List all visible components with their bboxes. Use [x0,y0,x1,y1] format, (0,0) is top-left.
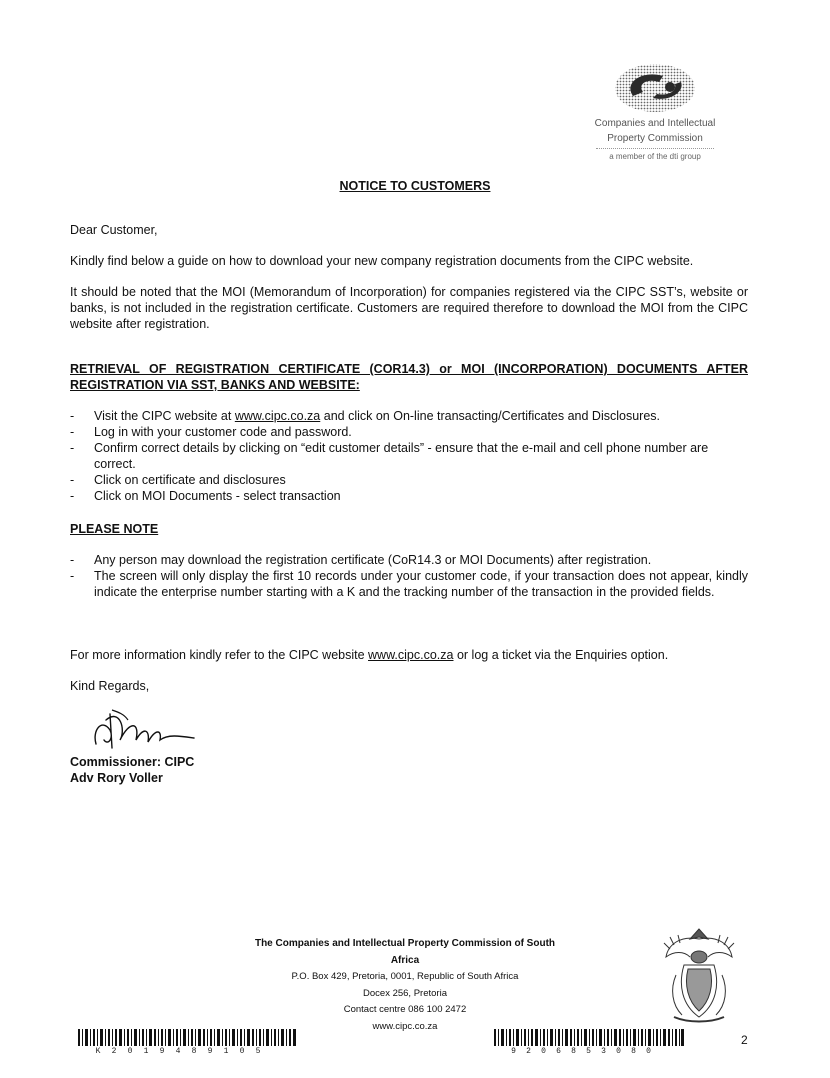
barcode-digit: 4 [175,1047,181,1056]
footer-docex: Docex 256, Pretoria [363,987,447,999]
barcode-digit: 6 [556,1047,561,1056]
list-item: - Log in with your customer code and password. [70,425,352,439]
footer [250,936,560,1035]
barcode-digit: 0 [541,1047,546,1056]
cipc-logo-icon [613,62,697,114]
footer-address: P.O. Box 429, Pretoria, 0001, Republic of South Africa [291,971,519,982]
barcode-digit: 9 [207,1047,213,1056]
list-item: - Click on certificate and disclosures [70,473,286,487]
footer-org-name: The Companies and Intellectual Property Commission of South Africa [254,938,556,966]
barcode-digit: K [95,1047,101,1056]
logo-divider [596,148,714,149]
step1-before: Visit the CIPC website at [94,409,235,423]
step1-after: and click on On-line transacting/Certificates and Disclosures. [320,409,660,423]
signer-block [70,754,194,786]
logo-org-line2: Property Commission [607,133,703,144]
barcode-left-bars [78,1029,296,1046]
step3-text: Confirm correct details by clicking on “edit customer details” - ensure that the e-mail and cell phone number are correct. [94,441,709,471]
list-item: - The screen will only display the first 10 records under your customer code, if your transaction does not appear, kindly indicate the enterprise number starting with a K and the tracking number of the transaction in the provided fields. [70,569,748,599]
barcode-digit: 1 [223,1047,229,1056]
barcode-right-digits [506,1047,656,1056]
section-heading: RETRIEVAL OF REGISTRATION CERTIFICATE (COR14.3) or MOI (INCORPORATION) DOCUMENTS AFTER REGISTRATION VIA SST, BANKS AND WEBSITE: [70,362,748,392]
list-item: - Confirm correct details by clicking on “edit customer details” - ensure that the e-mail and cell phone number are correct. [70,441,709,471]
barcode-digit: 0 [127,1047,133,1056]
barcode-right-bars [494,1029,684,1046]
cipc-logo [580,62,730,170]
steps-list [70,408,748,504]
closing: Kind Regards, [70,679,150,693]
more-info-before: For more information kindly refer to the CIPC website [70,648,369,662]
barcode-digit: 0 [646,1047,651,1056]
note-item1-text: Any person may download the registration certificate (CoR14.3 or MOI Documents) after registration. [94,553,652,567]
barcode-digit: 3 [601,1047,606,1056]
barcode-left-digits [90,1047,266,1056]
salutation: Dear Customer, [70,223,158,237]
barcode-digit: 2 [111,1047,117,1056]
footer-contact: Contact centre 086 100 2472 [343,1004,467,1015]
footer-web: www.cipc.co.za [372,1020,438,1032]
signature-image [90,700,200,752]
barcode-digit: 2 [526,1047,531,1056]
logo-org-line1: Companies and Intellectual [594,118,716,129]
barcode-digit: 8 [191,1047,197,1056]
intro-paragraph: Kindly find below a guide on how to download your new company registration documents from the CIPC website. [70,254,694,268]
barcode-digit: 8 [631,1047,636,1056]
cipc-website-link[interactable]: www.cipc.co.za [234,409,321,423]
page-title: NOTICE TO CUSTOMERS [339,179,491,193]
more-info-link[interactable]: www.cipc.co.za [368,648,454,662]
logo-member-text: a member of the dti group [609,152,701,161]
list-item: - Click on MOI Documents - select transaction [70,489,341,503]
note-paragraph: It should be noted that the MOI (Memorandum of Incorporation) for companies registered via the CIPC SST’s, website or banks, is not included in the registration certificate. Customers are required therefore to download the MOI from the CIPC website after registration. [70,285,748,331]
barcode-left [78,1029,296,1059]
barcode-digit: 0 [239,1047,245,1056]
please-note-list [70,552,748,600]
step2-text: Log in with your customer code and password. [94,425,352,439]
page-number: 2 [741,1033,748,1047]
barcode-digit: 5 [255,1047,261,1056]
more-info-paragraph [70,647,748,663]
signer-title: Commissioner: CIPC [70,755,195,769]
list-item: - Any person may download the registration certificate (CoR14.3 or MOI Documents) after registration. [70,553,652,567]
coat-of-arms-icon [660,925,738,1025]
barcode-digit: 9 [159,1047,165,1056]
list-item: - Visit the CIPC website at www.cipc.co.za and click on On-line transacting/Certificates and Disclosures. [70,409,660,423]
barcode-digit: 0 [616,1047,621,1056]
barcode-digit: 5 [586,1047,591,1056]
barcode-digit: 8 [571,1047,576,1056]
signer-name: Adv Rory Voller [70,771,163,785]
step5-text: Click on MOI Documents - select transaction [94,489,341,503]
barcode-digit: 9 [511,1047,516,1056]
step4-text: Click on certificate and disclosures [94,473,286,487]
please-note-heading: PLEASE NOTE [70,522,159,536]
barcode-digit: 1 [143,1047,149,1056]
more-info-after: or log a ticket via the Enquiries option. [453,648,669,662]
barcode-right [494,1029,684,1059]
note-item2-text: The screen will only display the first 10 records under your customer code, if your transaction does not appear, kindly indicate the enterprise number starting with a K and the tracking number of the transaction in the provided fields. [94,569,748,599]
